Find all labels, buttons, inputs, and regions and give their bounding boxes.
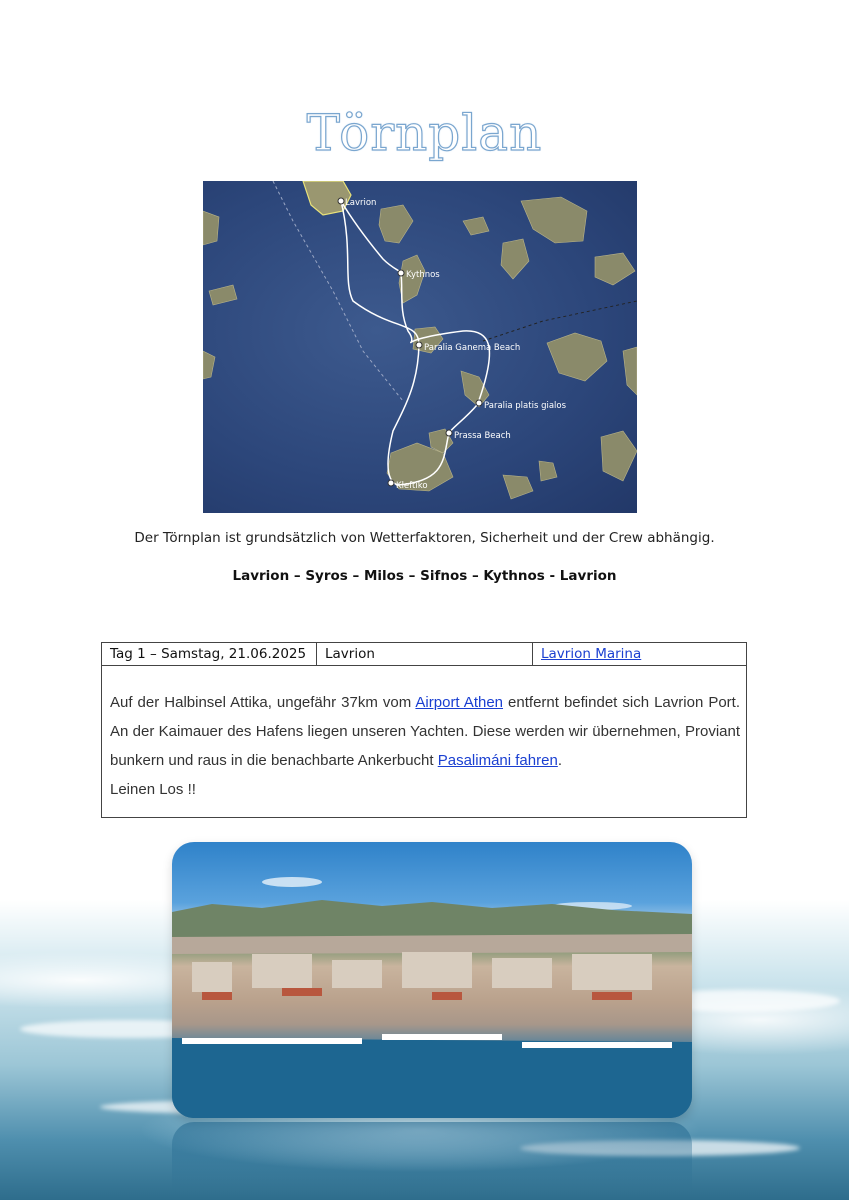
day-1-description [102, 666, 746, 804]
route-map [203, 181, 637, 513]
map-label-ganema: Paralia Ganema Beach [424, 343, 521, 353]
day-1-closing: Leinen Los !! [110, 781, 196, 798]
day-1-text-part3: . [557, 752, 562, 769]
day-1-text-part2: entfernt befindet sich Lavrion Port. An der Kaimauer des Hafens liegen unseren Yachten. Diese werden wir übernehmen, Proviant bunkern und raus in die benachbarte Ankerbucht [110, 694, 740, 769]
route-summary: Lavrion – Syros – Milos – Sifnos – Kythnos - Lavrion [232, 568, 617, 584]
day-1-place: Lavrion [317, 643, 533, 665]
map-label-kleftiko: Kleftiko [396, 481, 428, 491]
map-label-lavrion: Lavrion [345, 198, 377, 208]
lavrion-marina-link[interactable]: Lavrion Marina [541, 646, 642, 662]
map-label-platis-gialos: Paralia platis gialos [484, 401, 567, 411]
photo-reflection [172, 1122, 692, 1192]
map-label-kythnos: Kythnos [406, 270, 440, 280]
page-title: Törnplan [306, 104, 543, 162]
airport-athen-link[interactable]: Airport Athen [415, 694, 504, 711]
lavrion-harbor-photo [172, 842, 692, 1118]
day-1-table [101, 642, 747, 818]
day-1-date: Tag 1 – Samstag, 21.06.2025 [102, 643, 317, 665]
map-label-prassa: Prassa Beach [454, 431, 511, 441]
pasalimani-link[interactable]: Pasalimáni fahren [437, 752, 558, 769]
day-1-header-row [102, 643, 746, 666]
disclaimer-text: Der Törnplan ist grundsätzlich von Wetterfaktoren, Sicherheit und der Crew abhängig. [134, 530, 715, 546]
day-1-text-part1: Auf der Halbinsel Attika, ungefähr 37km vom [110, 694, 416, 711]
